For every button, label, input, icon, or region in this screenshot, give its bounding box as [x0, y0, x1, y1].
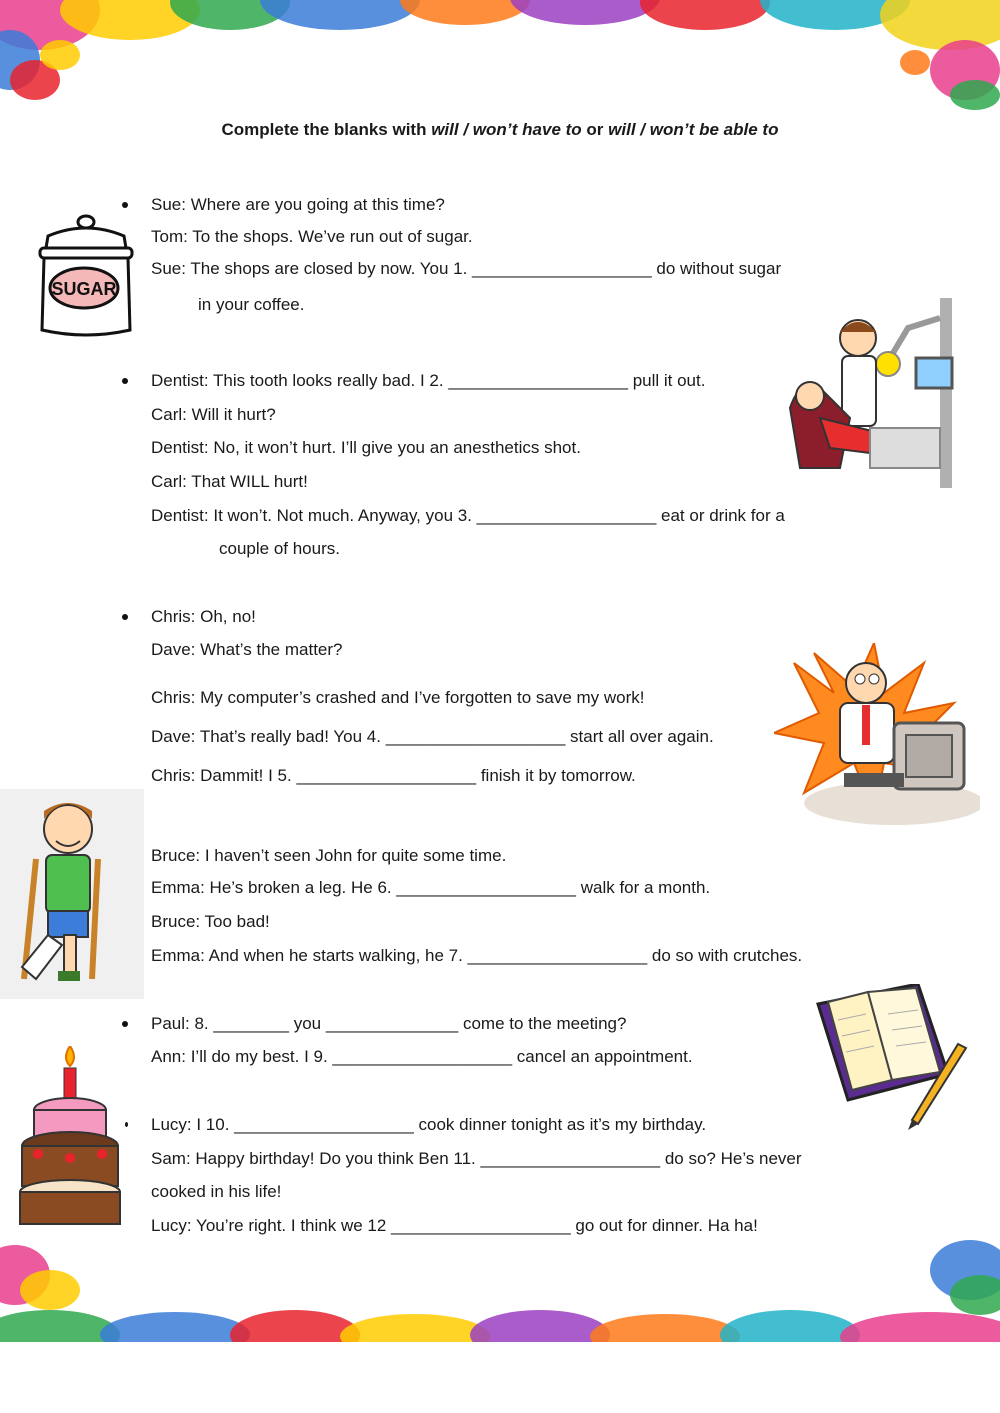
diary-pencil-icon: [808, 984, 968, 1130]
dialogue-line: Paul: 8. ________ you ______________ come to the meeting?: [151, 1014, 627, 1033]
dialogue-line: couple of hours.: [219, 539, 340, 558]
dialogue-line: Dave: That’s really bad! You 4. ___________________ start all over again.: [151, 727, 714, 746]
dialogue-line: Bruce: Too bad!: [151, 912, 270, 931]
dialogue-line: Ann: I’ll do my best. I 9. ___________________ cancel an appointment.: [151, 1047, 693, 1066]
title-option-2: will / won’t be able to: [608, 120, 779, 139]
crashed-computer-icon: [774, 643, 980, 829]
birthday-cake-icon: [18, 1046, 122, 1232]
dialogue-line: Sue: The shops are closed by now. You 1. ___________________ do without sugar: [151, 259, 782, 278]
dialogue-line: Dave: What’s the matter?: [151, 640, 343, 659]
bullet-2: [122, 378, 128, 384]
dialogue-line: cooked in his life!: [151, 1182, 282, 1201]
dialogue-line: Bruce: I haven’t seen John for quite some time.: [151, 846, 507, 865]
dialogue-line: Dentist: No, it won’t hurt. I’ll give you an anesthetics shot.: [151, 438, 581, 457]
dialogue-line: Emma: He’s broken a leg. He 6. ___________________ walk for a month.: [151, 878, 711, 897]
dialogue-line: Dentist: This tooth looks really bad. I 2. ___________________ pull it out.: [151, 371, 706, 390]
dialogue-line: Sam: Happy birthday! Do you think Ben 11. ___________________ do so? He’s never: [151, 1149, 802, 1168]
worksheet-title: [0, 120, 1000, 140]
dialogue-line: Dentist: It won’t. Not much. Anyway, you 3. ___________________ eat or drink for a: [151, 506, 785, 525]
dialogue-line: Tom: To the shops. We’ve run out of sugar.: [151, 227, 473, 246]
bullet-1: [122, 202, 128, 208]
dialogue-line: in your coffee.: [198, 295, 305, 314]
dentist-icon: [780, 298, 956, 488]
top-paint-border: [0, 0, 1000, 112]
title-option-1: will / won’t have to: [431, 120, 582, 139]
boy-crutches-icon: [0, 789, 144, 999]
dialogue-line: Carl: That WILL hurt!: [151, 472, 308, 491]
dialogue-line: Lucy: You’re right. I think we 12 ___________________ go out for dinner. Ha ha!: [151, 1216, 758, 1235]
sugar-jar-icon: [34, 214, 138, 342]
bullet-4: [122, 1021, 128, 1027]
dialogue-line: Chris: My computer’s crashed and I’ve forgotten to save my work!: [151, 688, 645, 707]
title-middle: or: [581, 120, 609, 139]
svg-text:SUGAR: SUGAR: [51, 279, 117, 299]
bullet-5: [125, 1122, 128, 1127]
bullet-3: [122, 614, 128, 620]
dialogue-line: Carl: Will it hurt?: [151, 405, 276, 424]
title-prefix: Complete the blanks with: [221, 120, 432, 139]
bottom-paint-border: [0, 1240, 1000, 1342]
dialogue-line: Chris: Oh, no!: [151, 607, 256, 626]
dialogue-line: Sue: Where are you going at this time?: [151, 195, 445, 214]
dialogue-line: Chris: Dammit! I 5. ___________________ finish it by tomorrow.: [151, 766, 636, 785]
dialogue-line: Emma: And when he starts walking, he 7. ___________________ do so with crutches.: [151, 946, 803, 965]
dialogue-line: Lucy: I 10. ___________________ cook dinner tonight as it’s my birthday.: [151, 1115, 707, 1134]
